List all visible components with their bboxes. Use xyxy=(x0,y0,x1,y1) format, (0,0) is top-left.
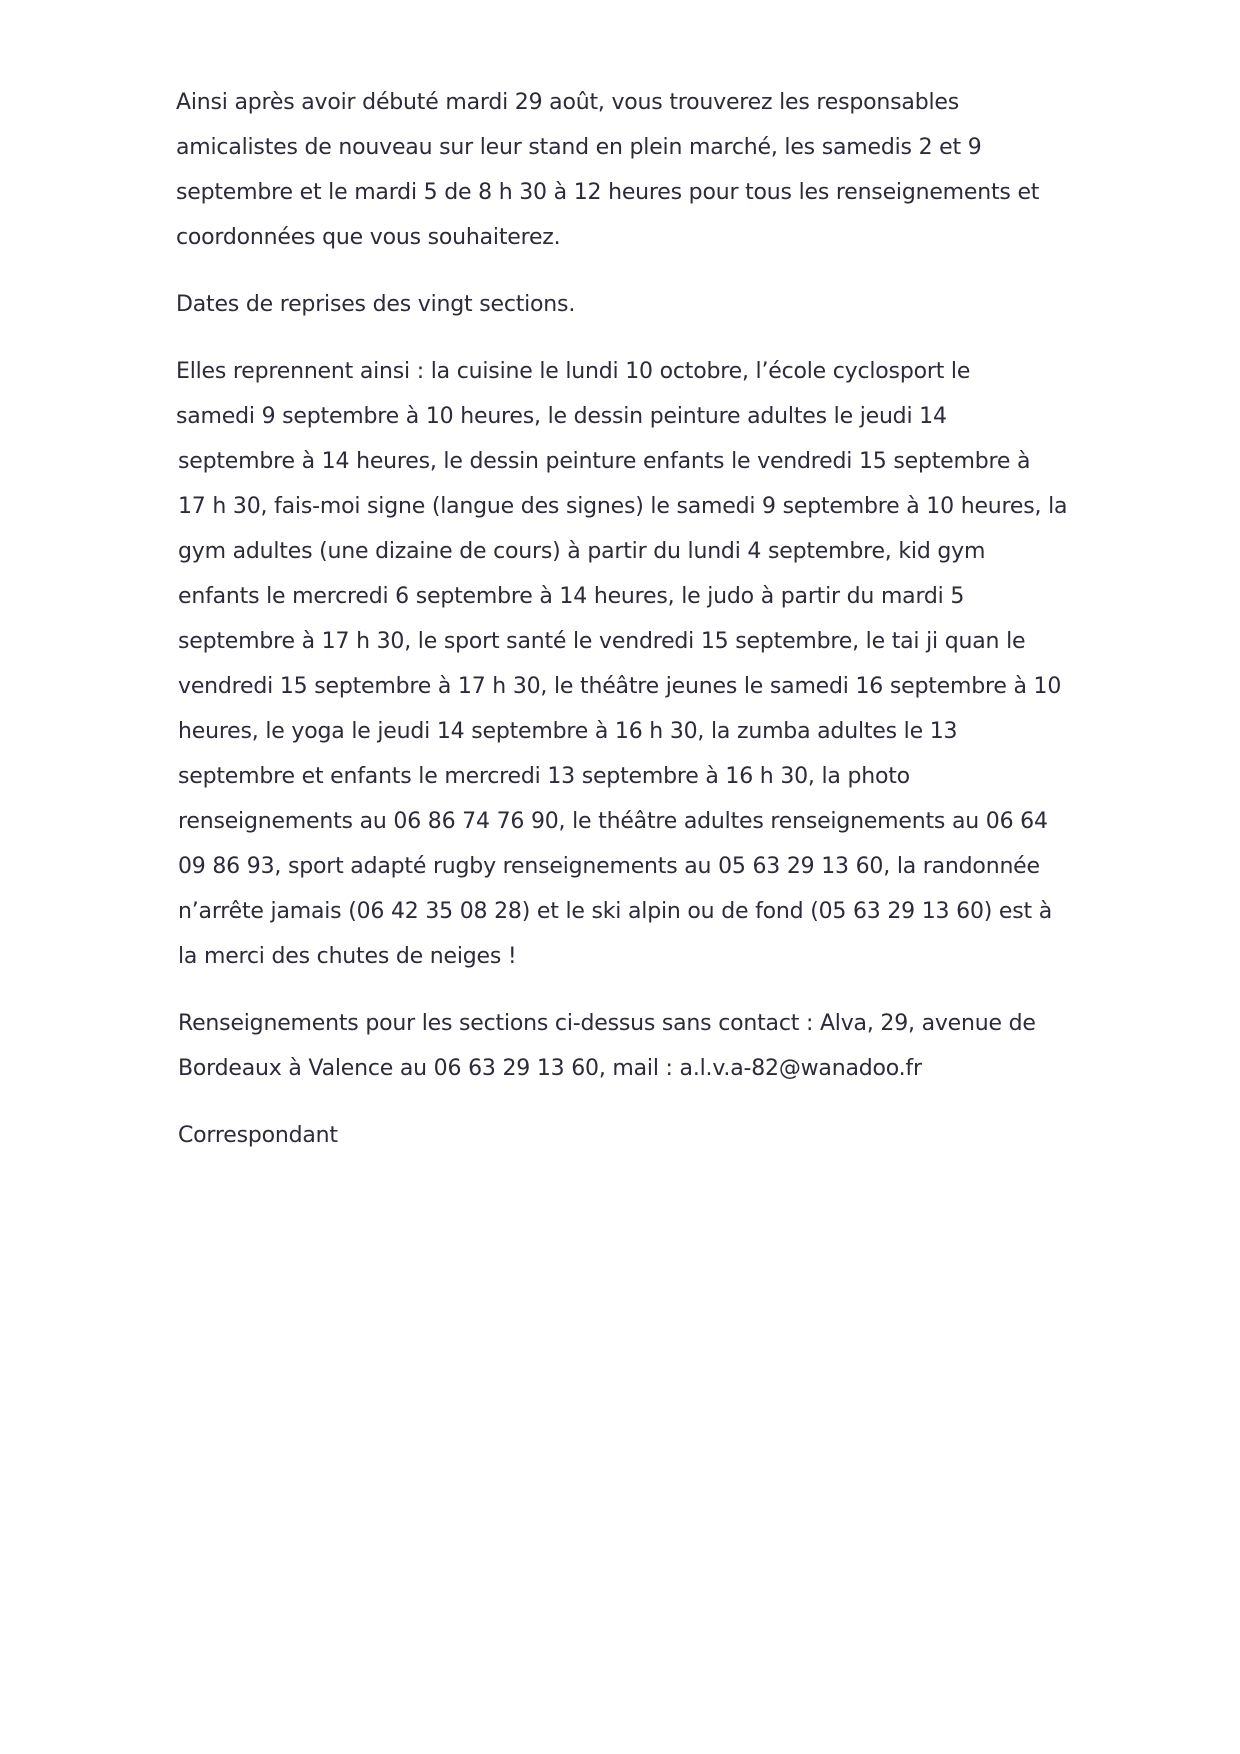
text-line: renseignements au 06 86 74 76 90, le théâtre adultes renseignements au 06 64 xyxy=(178,809,1048,834)
author-credit: Correspondant xyxy=(178,1123,338,1148)
text-line: vendredi 15 septembre à 17 h 30, le théâtre jeunes le samedi 16 septembre à 10 xyxy=(178,674,1062,699)
text-line: enfants le mercredi 6 septembre à 14 heures, le judo à partir du mardi 5 xyxy=(178,584,965,609)
text-line: septembre et enfants le mercredi 13 septembre à 16 h 30, la photo xyxy=(178,764,910,789)
text-line: heures, le yoga le jeudi 14 septembre à 16 h 30, la zumba adultes le 13 xyxy=(178,719,958,744)
text-line: coordonnées que vous souhaiterez. xyxy=(176,225,561,250)
text-line: Renseignements pour les sections ci-dessus sans contact : Alva, 29, avenue de xyxy=(178,1011,1036,1036)
paragraph-signature xyxy=(176,1113,1056,1158)
text-line: amicalistes de nouveau sur leur stand en plein marché, les samedis 2 et 9 xyxy=(176,135,982,160)
text-line: septembre à 17 h 30, le sport santé le vendredi 15 septembre, le tai ji quan le xyxy=(178,629,1026,654)
text-line: 17 h 30, fais-moi signe (langue des signes) le samedi 9 septembre à 10 heures, la xyxy=(178,494,1068,519)
paragraph-contact-info xyxy=(176,1001,1056,1091)
text-line: septembre et le mardi 5 de 8 h 30 à 12 heures pour tous les renseignements et xyxy=(176,180,1040,205)
text-line: n’arrête jamais (06 42 35 08 28) et le ski alpin ou de fond (05 63 29 13 60) est à xyxy=(178,899,1053,924)
text-line: septembre à 14 heures, le dessin peinture enfants le vendredi 15 septembre à xyxy=(178,449,1031,474)
text-line: 09 86 93, sport adapté rugby renseignements au 05 63 29 13 60, la randonnée xyxy=(178,854,1040,879)
text-line: samedi 9 septembre à 10 heures, le dessin peinture adultes le jeudi 14 xyxy=(176,404,947,429)
text-line: Ainsi après avoir débuté mardi 29 août, vous trouverez les responsables xyxy=(176,90,959,115)
text-line: Bordeaux à Valence au 06 63 29 13 60, mail : a.l.v.a-82@wanadoo.fr xyxy=(178,1056,922,1081)
paragraph-section-schedule xyxy=(176,349,1068,979)
text-line: Elles reprennent ainsi : la cuisine le lundi 10 octobre, l’école cyclosport le xyxy=(176,359,971,384)
text-line: Dates de reprises des vingt sections. xyxy=(176,292,576,317)
text-line: gym adultes (une dizaine de cours) à partir du lundi 4 septembre, kid gym xyxy=(178,539,986,564)
text-line: la merci des chutes de neiges ! xyxy=(178,944,517,969)
paragraph-intro xyxy=(176,80,1056,260)
article-body xyxy=(176,80,1068,1180)
paragraph-section-dates-heading xyxy=(176,282,1056,327)
